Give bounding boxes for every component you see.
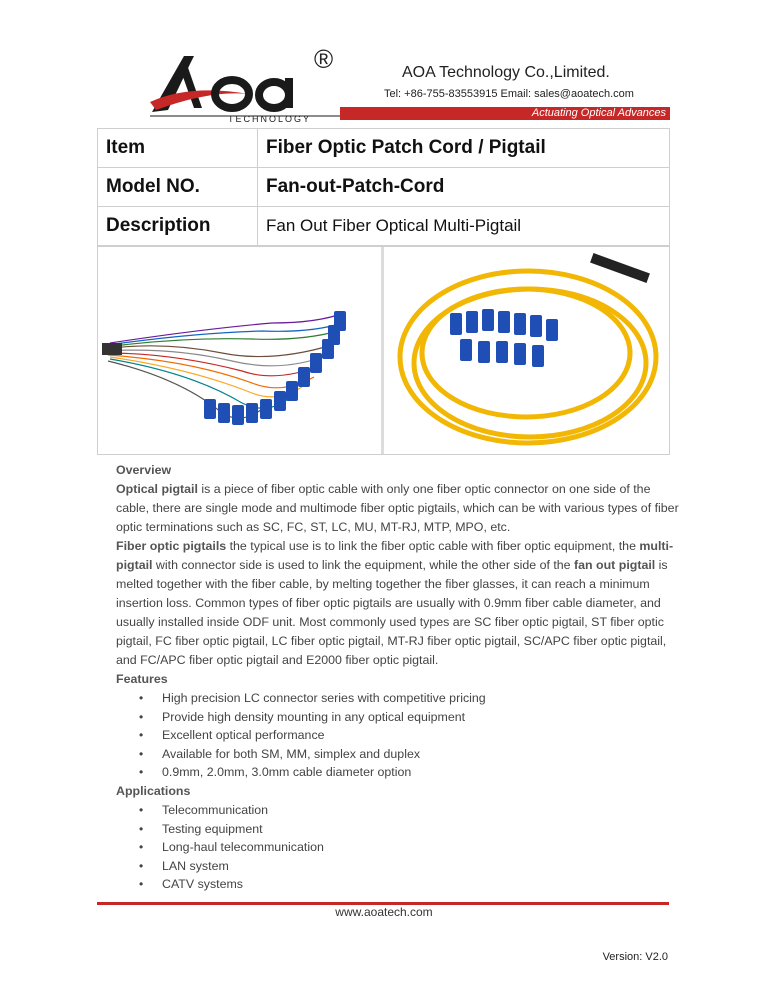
product-photo-fanout xyxy=(390,253,666,449)
registered-mark: ® xyxy=(314,44,334,74)
features-list xyxy=(116,689,686,782)
applications-heading: Applications xyxy=(116,783,191,798)
list-item: • CATV systems xyxy=(116,875,686,894)
tagline-bar xyxy=(340,107,670,120)
paragraph-text: with connector side is used to link the equipment, while the other side of the xyxy=(152,558,575,572)
spec-table xyxy=(97,128,670,246)
company-name: AOA Technology Co.,Limited. xyxy=(402,64,610,81)
spec-value: Fan Out Fiber Optical Multi-Pigtail xyxy=(258,207,670,246)
list-item: • Telecommunication xyxy=(116,801,686,820)
spec-label: Item xyxy=(98,129,258,168)
list-item: • Available for both SM, MM, simplex and duplex xyxy=(116,745,686,764)
list-item: • Excellent optical performance xyxy=(116,726,686,745)
spec-value: Fiber Optic Patch Cord / Pigtail xyxy=(258,129,670,168)
spec-row-item xyxy=(98,129,670,168)
version-label: Version: V2.0 xyxy=(602,951,668,963)
list-item: • 0.9mm, 2.0mm, 3.0mm cable diameter option xyxy=(116,763,686,782)
page-header xyxy=(0,0,768,125)
product-photo-pigtails xyxy=(102,253,378,449)
product-images xyxy=(97,246,670,455)
list-item: • Long-haul telecommunication xyxy=(116,838,686,857)
bold-term: multi-pigtail xyxy=(116,539,674,572)
bold-term: fan out pigtail xyxy=(574,558,656,572)
paragraph-text: is melted together with the fiber cable, by melting together the fiber glasses, it can reach a minimum insertion loss. Common types of fiber optic pigtails are usually with 0.9mm fiber cable diameter, and usually installed inside ODF unit. Most commonly used types are SC fiber optic pigtail, ST fiber optic pigtail, FC fiber optic pigtail, LC fiber optic pigtail, MT-RJ fiber optic pigtail, SC/APC fiber optic pigtail, and FC/APC fiber optic pigtail and E2000 fiber optic pigtail. xyxy=(116,558,668,667)
overview-paragraph-1 xyxy=(116,480,686,537)
spec-row-model xyxy=(98,168,670,207)
paragraph-text: the typical use is to link the fiber optic cable with fiber optic equipment, the xyxy=(226,539,640,553)
list-item: • Provide high density mounting in any optical equipment xyxy=(116,708,686,727)
applications-list xyxy=(116,801,686,894)
overview-heading: Overview xyxy=(116,463,172,477)
tagline: Actuating Optical Advances xyxy=(531,107,666,119)
list-item: • LAN system xyxy=(116,857,686,876)
spec-value: Fan-out-Patch-Cord xyxy=(258,168,670,207)
paragraph-text: is a piece of fiber optic cable with only one fiber optic connector on one side of the cable, there are single mode and multimode fiber optic pigtails, which can be with various types of fiber optic terminations such as SC, FC, ST, LC, MU, MT-RJ, MTP, MPO, etc. xyxy=(116,482,679,534)
list-item: • High precision LC connector series with competitive pricing xyxy=(116,689,686,708)
spec-label: Model NO. xyxy=(98,168,258,207)
spec-row-description xyxy=(98,207,670,246)
footer-url: www.aoatech.com xyxy=(335,905,433,919)
content-section xyxy=(116,461,686,894)
overview-paragraph-2 xyxy=(116,537,686,670)
spec-label: Description xyxy=(98,207,258,246)
list-item: • Testing equipment xyxy=(116,820,686,839)
company-logo xyxy=(150,44,345,125)
logo-subtitle: TECHNOLOGY xyxy=(228,114,312,124)
features-heading: Features xyxy=(116,672,168,686)
image-divider xyxy=(381,247,384,454)
bold-term: Optical pigtail xyxy=(116,482,198,496)
bold-term: Fiber optic pigtails xyxy=(116,539,227,553)
contact-info: Tel: +86-755-83553915 Email: sales@aoatech.com xyxy=(384,88,634,100)
